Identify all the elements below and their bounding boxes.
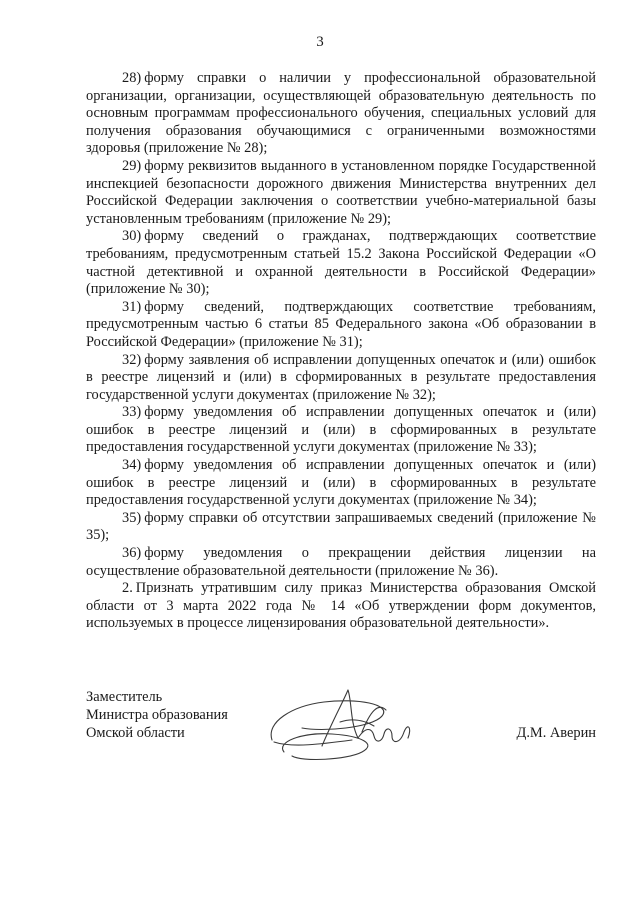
- item-number: 33): [122, 404, 142, 421]
- item-number: 31): [122, 298, 142, 315]
- list-item: [86, 510, 596, 545]
- item-text: форму уведомления об исправлении допущенных опечаток и (или) ошибок в реестре лицензий и (или) в сформированных в результате предоставления государственной услуги документах (приложение № 33);: [86, 404, 596, 456]
- clause-paragraph: [86, 580, 596, 633]
- item-number: 36): [122, 545, 142, 562]
- signatory-title-line: Министра образования: [86, 707, 228, 723]
- list-item: [86, 228, 596, 298]
- item-text: форму уведомления о прекращении действия лицензии на осуществление образовательной деятельности (приложение № 36).: [86, 545, 596, 579]
- item-text: форму уведомления об исправлении допущенных опечаток и (или) ошибок в реестре лицензий и (или) в сформированных в результате предоставления государственной услуги документах (приложение № 34);: [86, 457, 596, 509]
- signatory-title-line: Заместитель: [86, 689, 163, 705]
- item-text: форму реквизитов выданного в установленном порядке Государственной инспекцией безопасности дорожного движения Министерства внутренних дел Российской Федерации заключения о соответствии учебно-материальной базы установленным требованиям (приложение № 29);: [86, 157, 596, 227]
- signatory-title-line: Омской области: [86, 725, 185, 741]
- item-number: 34): [122, 457, 142, 474]
- item-text: форму заявления об исправлении допущенных опечаток и (или) ошибок в реестре лицензий и (или) в сформированных в результате предоставления государственной услуги документах (приложение № 32);: [86, 351, 596, 403]
- signatory-name: Д.М. Аверин: [516, 725, 596, 741]
- list-item: [86, 158, 596, 228]
- handwritten-signature: [262, 682, 422, 772]
- page-number: 3: [316, 34, 324, 50]
- item-number: 32): [122, 351, 142, 368]
- list-item: [86, 545, 596, 580]
- item-text: форму справки об отсутствии запрашиваемых сведений (приложение № 35);: [86, 509, 596, 544]
- signatory-title: [86, 688, 228, 742]
- item-number: 28): [122, 70, 142, 86]
- item-number: 29): [122, 157, 142, 174]
- clause-number: 2.: [122, 580, 133, 597]
- list-item: [86, 404, 596, 457]
- item-number: 30): [122, 228, 142, 245]
- item-number: 35): [122, 509, 142, 526]
- list-item: [86, 352, 596, 405]
- item-text: форму справки о наличии у профессиональной образовательной организации, организации, осуществляющей образовательную деятельность по основным программам профессионального обучения, специальных условий для получения образования обучающимися с ограниченными возможностями здоровья (приложение № 28);: [86, 70, 596, 157]
- item-text: форму сведений, подтверждающих соответствие требованиям, предусмотренным частью 6 статьи 85 Федерального закона «Об образовании в Российской Федерации» (приложение № 31);: [86, 298, 596, 350]
- list-item: [86, 70, 596, 158]
- document-body: [86, 70, 596, 633]
- list-item: [86, 457, 596, 510]
- clause-text: Признать утратившим силу приказ Министерства образования Омской области от 3 марта 2022 года № 14 «Об утверждении форм документов, используемых в процессе лицензирования образовательной деятельности».: [86, 580, 596, 632]
- list-item: [86, 299, 596, 352]
- item-text: форму сведений о гражданах, подтверждающих соответствие требованиям, предусмотренным статьей 15.2 Закона Российской Федерации «О частной детективной и охранной деятельности в Российской Федерации» (приложение № 30);: [86, 228, 596, 298]
